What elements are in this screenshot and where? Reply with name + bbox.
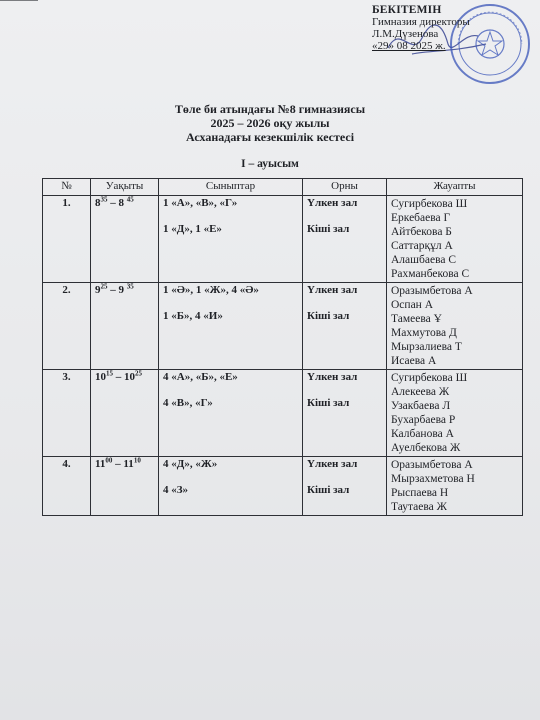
approval-position: Гимназия директоры	[372, 16, 470, 28]
header-classes: Сыныптар	[159, 179, 303, 196]
table-row	[43, 196, 523, 283]
approval-heading: БЕКІТЕМІН	[372, 4, 442, 16]
header-time: Уақыты	[91, 179, 159, 196]
row-time: $11^{00} - 11^{10}$	[91, 457, 159, 516]
row-number: 4.	[43, 457, 91, 516]
row-number: 2.	[43, 283, 91, 370]
row-classes: 1 «А», «В», «Г» 1 «Д», 1 «Е»	[159, 196, 303, 283]
row-responsible: Оразымбетова А Оспан А Тамеева Ұ Махмутова Д Мырзалиева Т Исаева А	[387, 283, 523, 370]
row-time: $10^{15} - 10^{25}$	[91, 370, 159, 457]
table-row	[43, 370, 523, 457]
table-row	[43, 283, 523, 370]
approval-director-name: Л.М.Дүзенова	[372, 28, 439, 40]
row-places: Үлкен зал Кіші зал	[303, 370, 387, 457]
row-time: $8^{35} - 8$ $^{45}$	[91, 196, 159, 283]
title-school: Төле би атындағы №8 гимназиясы	[174, 102, 366, 116]
document-title	[120, 102, 420, 144]
header-responsible: Жауапты	[387, 179, 523, 196]
header-place: Орны	[303, 179, 387, 196]
table-row	[43, 457, 523, 516]
shift-label: I – ауысым	[241, 158, 299, 170]
title-year: 2025 – 2026 оқу жылы	[210, 116, 330, 130]
table-header-row	[43, 179, 523, 196]
page-corner-fold	[0, 0, 38, 7]
row-places: Үлкен зал Кіші зал	[303, 196, 387, 283]
title-schedule: Асханадағы кезекшілік кестесі	[185, 130, 355, 144]
approval-block	[372, 4, 532, 68]
row-time: $9^{25} - 9$ $^{35}$	[91, 283, 159, 370]
row-responsible: Сугирбекова Ш Еркебаева Г Айтбекова Б Саттарқұл А Алашбаева С Рахманбекова С	[387, 196, 523, 283]
header-number: №	[43, 179, 91, 196]
row-responsible: Сугирбекова Ш Алекеева Ж Узакбаева Л Бухарбаева Р Калбанова А Ауелбекова Ж	[387, 370, 523, 457]
row-places: Үлкен зал Кіші зал	[303, 457, 387, 516]
row-classes: 4 «Д», «Ж» 4 «З»	[159, 457, 303, 516]
row-number: 1.	[43, 196, 91, 283]
row-number: 3.	[43, 370, 91, 457]
duty-schedule-table	[42, 178, 523, 516]
row-classes: 1 «Ә», 1 «Ж», 4 «Ә» 1 «Б», 4 «И»	[159, 283, 303, 370]
row-places: Үлкен зал Кіші зал	[303, 283, 387, 370]
row-classes: 4 «А», «Б», «Е» 4 «В», «Г»	[159, 370, 303, 457]
row-responsible: Оразымбетова А Мырзахметова Н Рыспаева Н Таутаева Ж	[387, 457, 523, 516]
approval-date: «29» 08 2025 ж.	[372, 40, 446, 52]
